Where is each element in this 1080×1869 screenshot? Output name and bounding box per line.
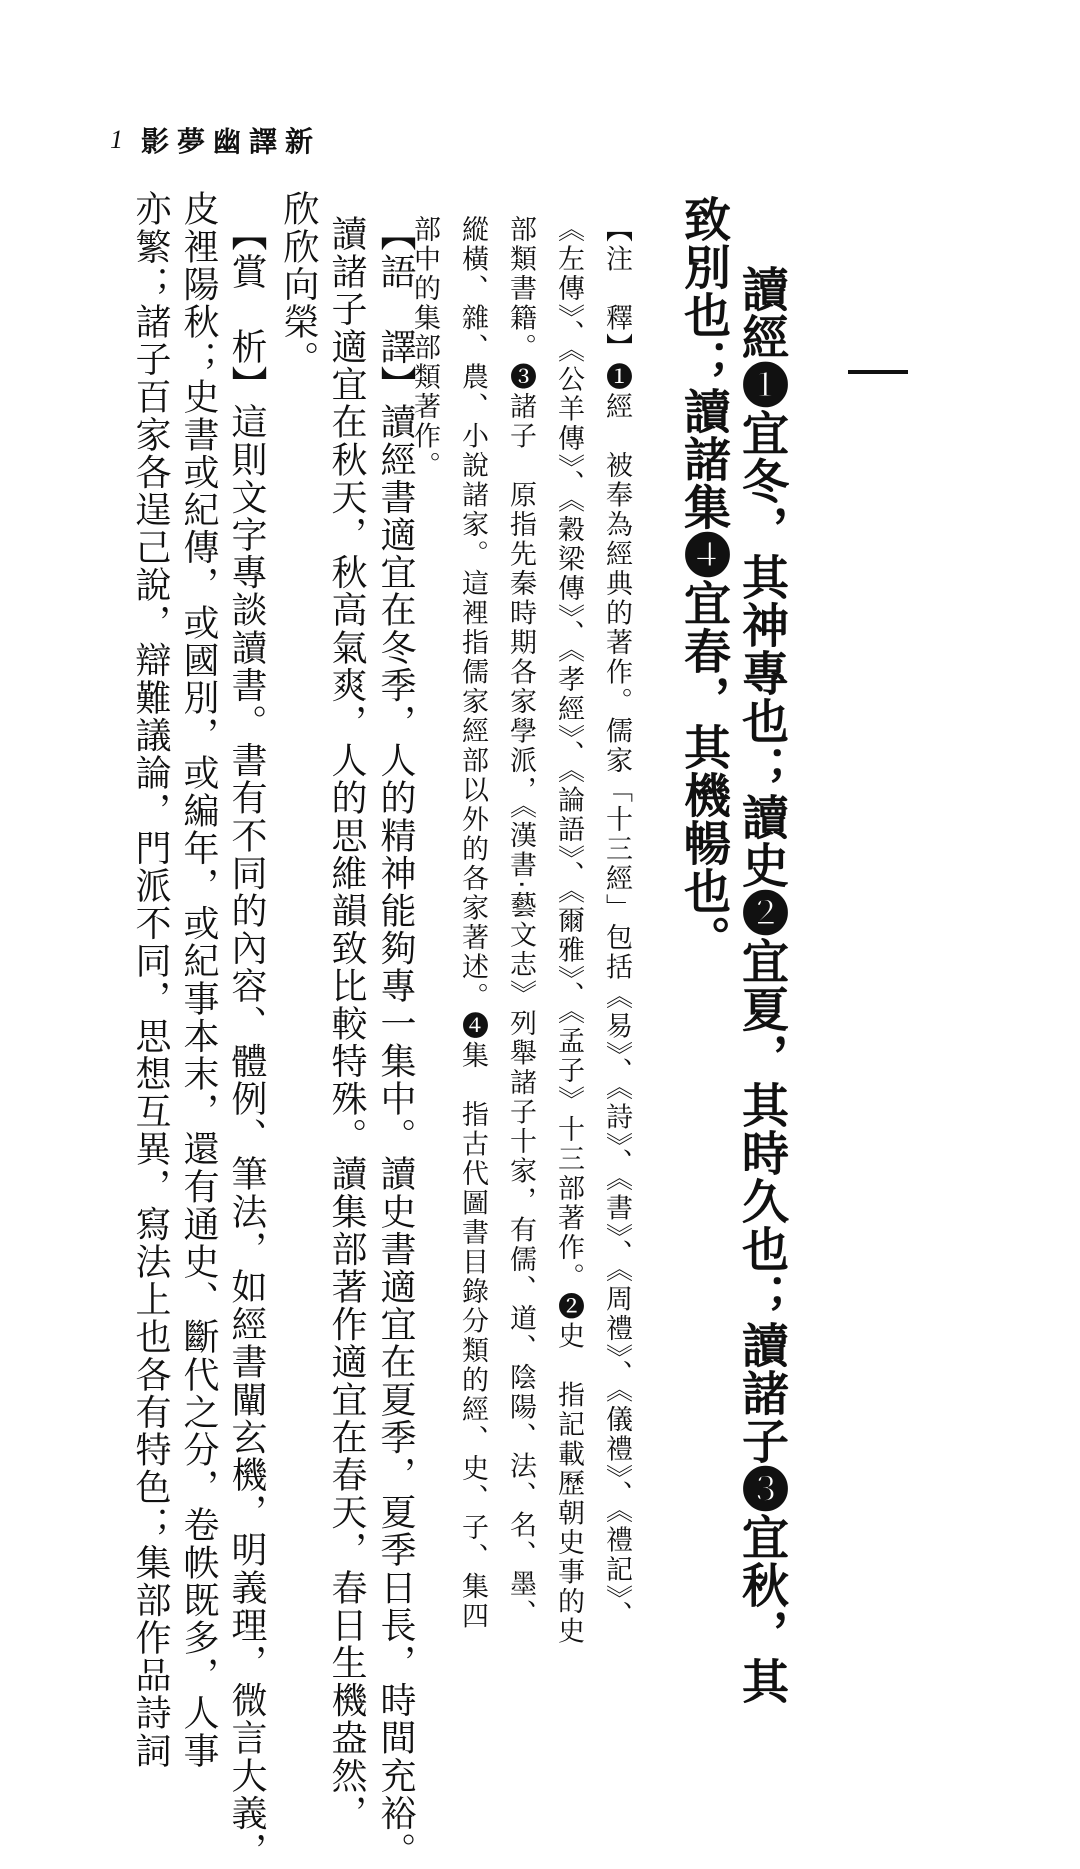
page-number: 1: [110, 125, 123, 154]
main-text-line-1: 讀經❶宜冬，其神專也；讀史❷宜夏，其時久也；讀諸子❸宜秋，其: [734, 265, 789, 1705]
analysis-line-1: 【賞 析】這則文字專談讀書。書有不同的內容、體例、筆法，如經書闡玄機，明義理，微言大義，: [226, 215, 267, 1869]
notes-line-3: 部類書籍。❸諸子 原指先秦時期各家學派，《漢書‧藝文志》列舉諸子十家，有儒、道、陰陽、法、名、墨、: [505, 215, 536, 1629]
translation-line-1: 【語 譯】讀經書適宜在冬季，人的精神能夠專一集中。讀史書適宜在夏季，夏季日長，時間充裕。: [375, 215, 416, 1869]
analysis-line-3: 亦繁；諸子百家各逞己說，辯難議論，門派不同，思想互異，寫法上也各有特色；集部作品詩詞: [130, 190, 171, 1770]
book-title: 影夢幽譯新: [141, 125, 322, 158]
chapter-number-mark: [848, 370, 908, 374]
translation-line-3: 欣欣向榮。: [278, 190, 319, 378]
running-header: [110, 118, 321, 162]
notes-line-2: 《左傳》、《公羊傳》、《穀梁傳》、《孝經》、《論語》、《爾雅》、《孟子》十三部著作。❷史 指記載歷朝史事的史: [553, 215, 584, 1646]
analysis-line-2: 皮裡陽秋；史書或紀傳，或國別，或編年，或紀事本末，還有通史、斷代之分，卷帙既多，人事: [178, 190, 219, 1770]
notes-line-4: 縱橫、雜、農、小說諸家。這裡指儒家經部以外的各家著述。❹集 指古代圖書目錄分類的經、史、子、集四: [457, 215, 488, 1631]
main-text-line-2: 致別也；讀諸集❹宜春，其機暢也。: [676, 195, 731, 963]
notes-line-1: 【注 釋】❶經 被奉為經典的著作。儒家「十三經」包括《易》、《詩》、《書》、《周禮》、《儀禮》、《禮記》、: [601, 215, 632, 1630]
notes-line-5: 部中的集部類著作。: [409, 215, 440, 481]
translation-line-2: 讀諸子適宜在秋天，秋高氣爽，人的思維韻致比較特殊。讀集部著作適宜在春天，春日生機盎然，: [326, 215, 367, 1832]
